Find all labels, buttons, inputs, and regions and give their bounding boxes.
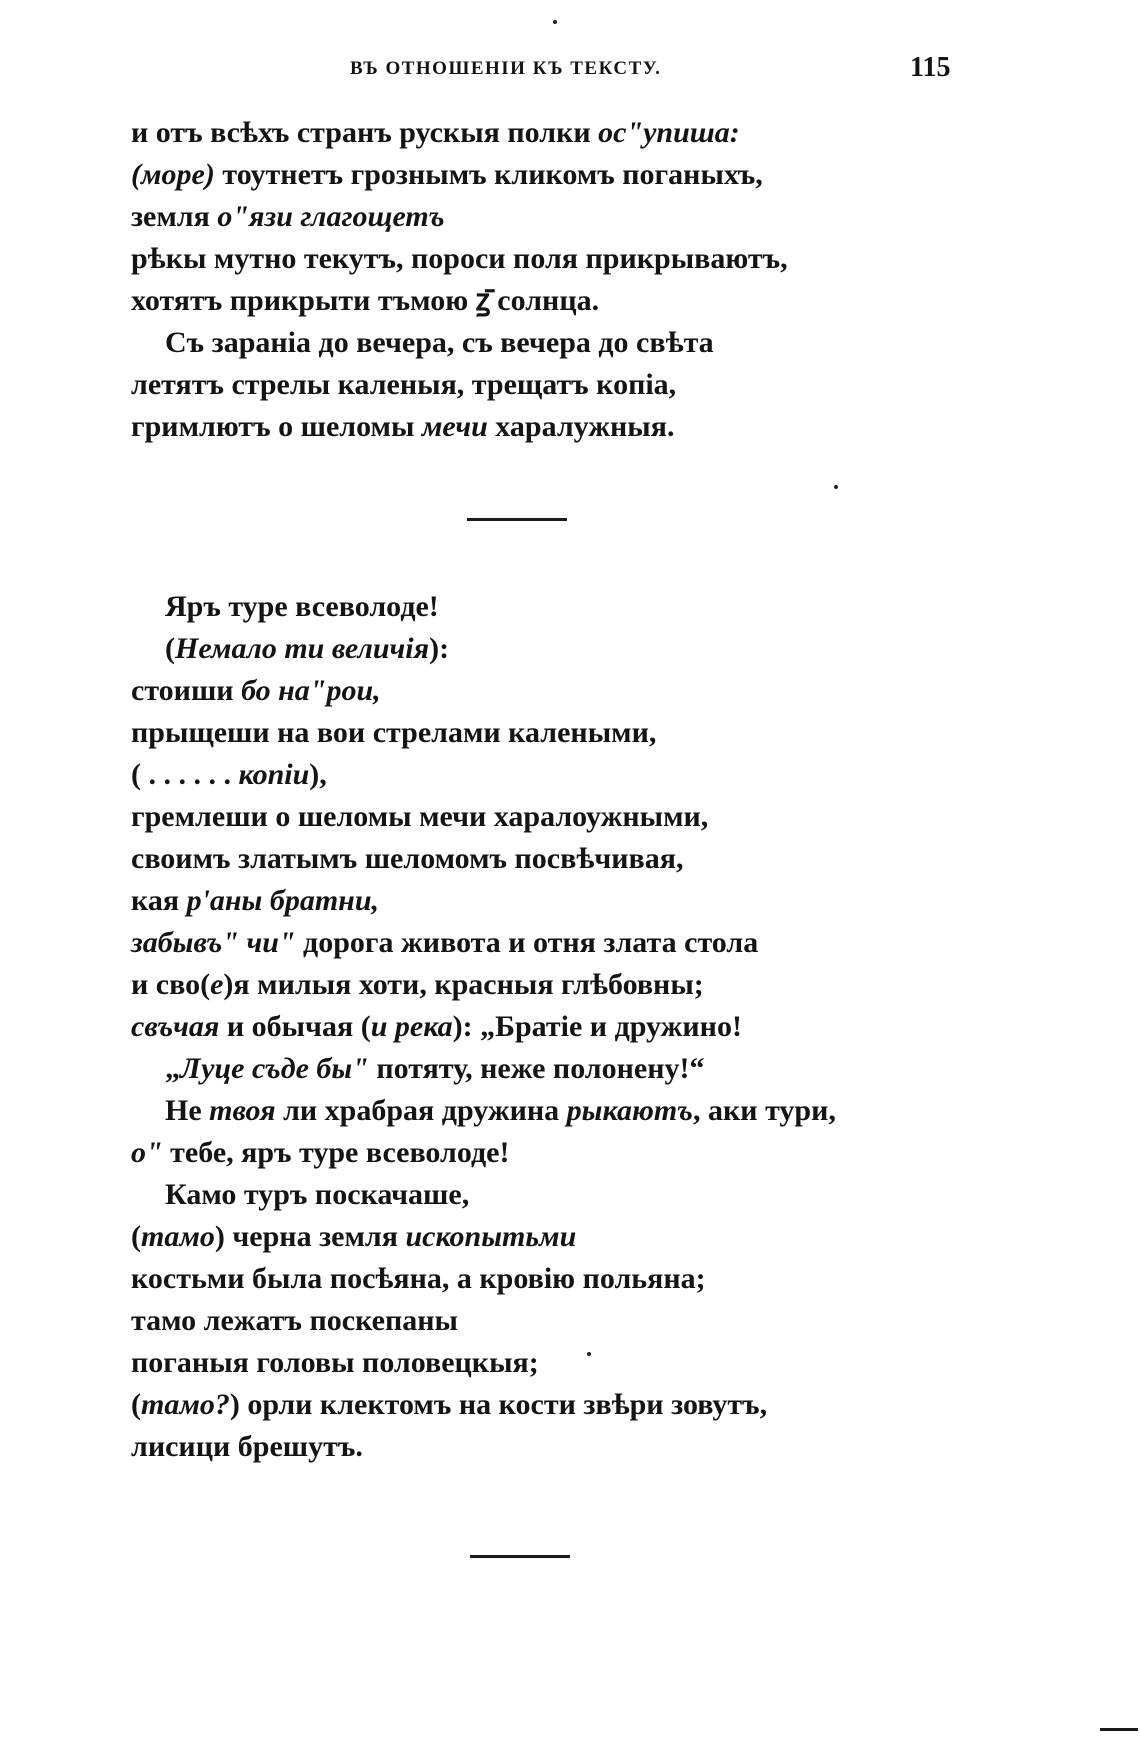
- text-line: (море) тоутнетъ грознымъ кликомъ поганыхъ,: [131, 158, 763, 191]
- text-line: (тамо?) орли клектомъ на кости звѣри зовутъ,: [131, 1388, 768, 1421]
- text-line: поганыя головы половецкыя;: [131, 1346, 539, 1379]
- page-number: 115: [910, 52, 951, 83]
- text-line: (тамо) черна земля ископытьми: [131, 1220, 577, 1253]
- text-line: земля о"язи глагощетъ: [131, 200, 445, 233]
- scan-speck: [587, 1352, 591, 1356]
- text-line: свъчая и обычая (и река): „Братіе и дружино!: [131, 1010, 742, 1043]
- text-line: стоиши бо на"рои,: [131, 674, 381, 707]
- text-line: „Луце съде бы" потяту, неже полонену!“: [165, 1052, 705, 1085]
- text-line: костьми была посѣяна, а кровію польяна;: [131, 1262, 706, 1295]
- text-line: и сво(е)я милыя хоти, красныя глѣбовны;: [131, 968, 704, 1001]
- scan-speck: [553, 20, 557, 24]
- text-line: тамо лежатъ поскепаны: [131, 1304, 458, 1337]
- scan-edge-mark: [1100, 1728, 1138, 1731]
- text-line: Съ зараніа до вечера, съ вечера до свѣта: [165, 326, 714, 359]
- text-line: забывъ" чи" дорога живота и отня злата стола: [131, 926, 759, 959]
- text-line: (Немало ти величія):: [165, 632, 450, 665]
- text-line: Камо туръ поскачаше,: [165, 1178, 470, 1211]
- text-line: своимъ златымъ шеломомъ посвѣчивая,: [131, 842, 684, 875]
- text-line: прыщеши на вои стрелами калеными,: [131, 716, 657, 749]
- section-divider: [467, 518, 567, 521]
- text-line: гремлеши о шеломы мечи харалоужными,: [131, 800, 709, 833]
- text-line: гримлютъ о шеломы мечи харалужныя.: [131, 410, 675, 443]
- text-line: хотятъ прикрыти тъмою ꙁ̄ солнца.: [131, 284, 600, 317]
- text-line: и отъ всѣхъ странъ рускыя полки ос"упиша:: [131, 116, 740, 149]
- section-divider: [470, 1555, 570, 1558]
- text-block-2: [131, 586, 836, 1468]
- text-line: кая р'аны братни,: [131, 884, 380, 917]
- text-line: Яръ туре всеволоде!: [165, 590, 439, 623]
- text-line: Не твоя ли храбрая дружина рыкаютъ, аки тури,: [165, 1094, 836, 1127]
- text-line: рѣкы мутно текутъ, пороси поля прикрываютъ,: [131, 242, 788, 275]
- running-title: ВЪ ОТНОШЕНІИ КЪ ТЕКСТУ.: [350, 58, 662, 79]
- text-line: лисици брешутъ.: [131, 1430, 363, 1463]
- text-line: летятъ стрелы каленыя, трещатъ копіа,: [131, 368, 677, 401]
- scan-speck: [834, 485, 838, 489]
- text-line: ( . . . . . . копіи),: [131, 758, 327, 791]
- running-header: [0, 52, 1140, 92]
- text-line: о" тебе, яръ туре всеволоде!: [131, 1136, 510, 1169]
- text-block-1: [131, 112, 788, 448]
